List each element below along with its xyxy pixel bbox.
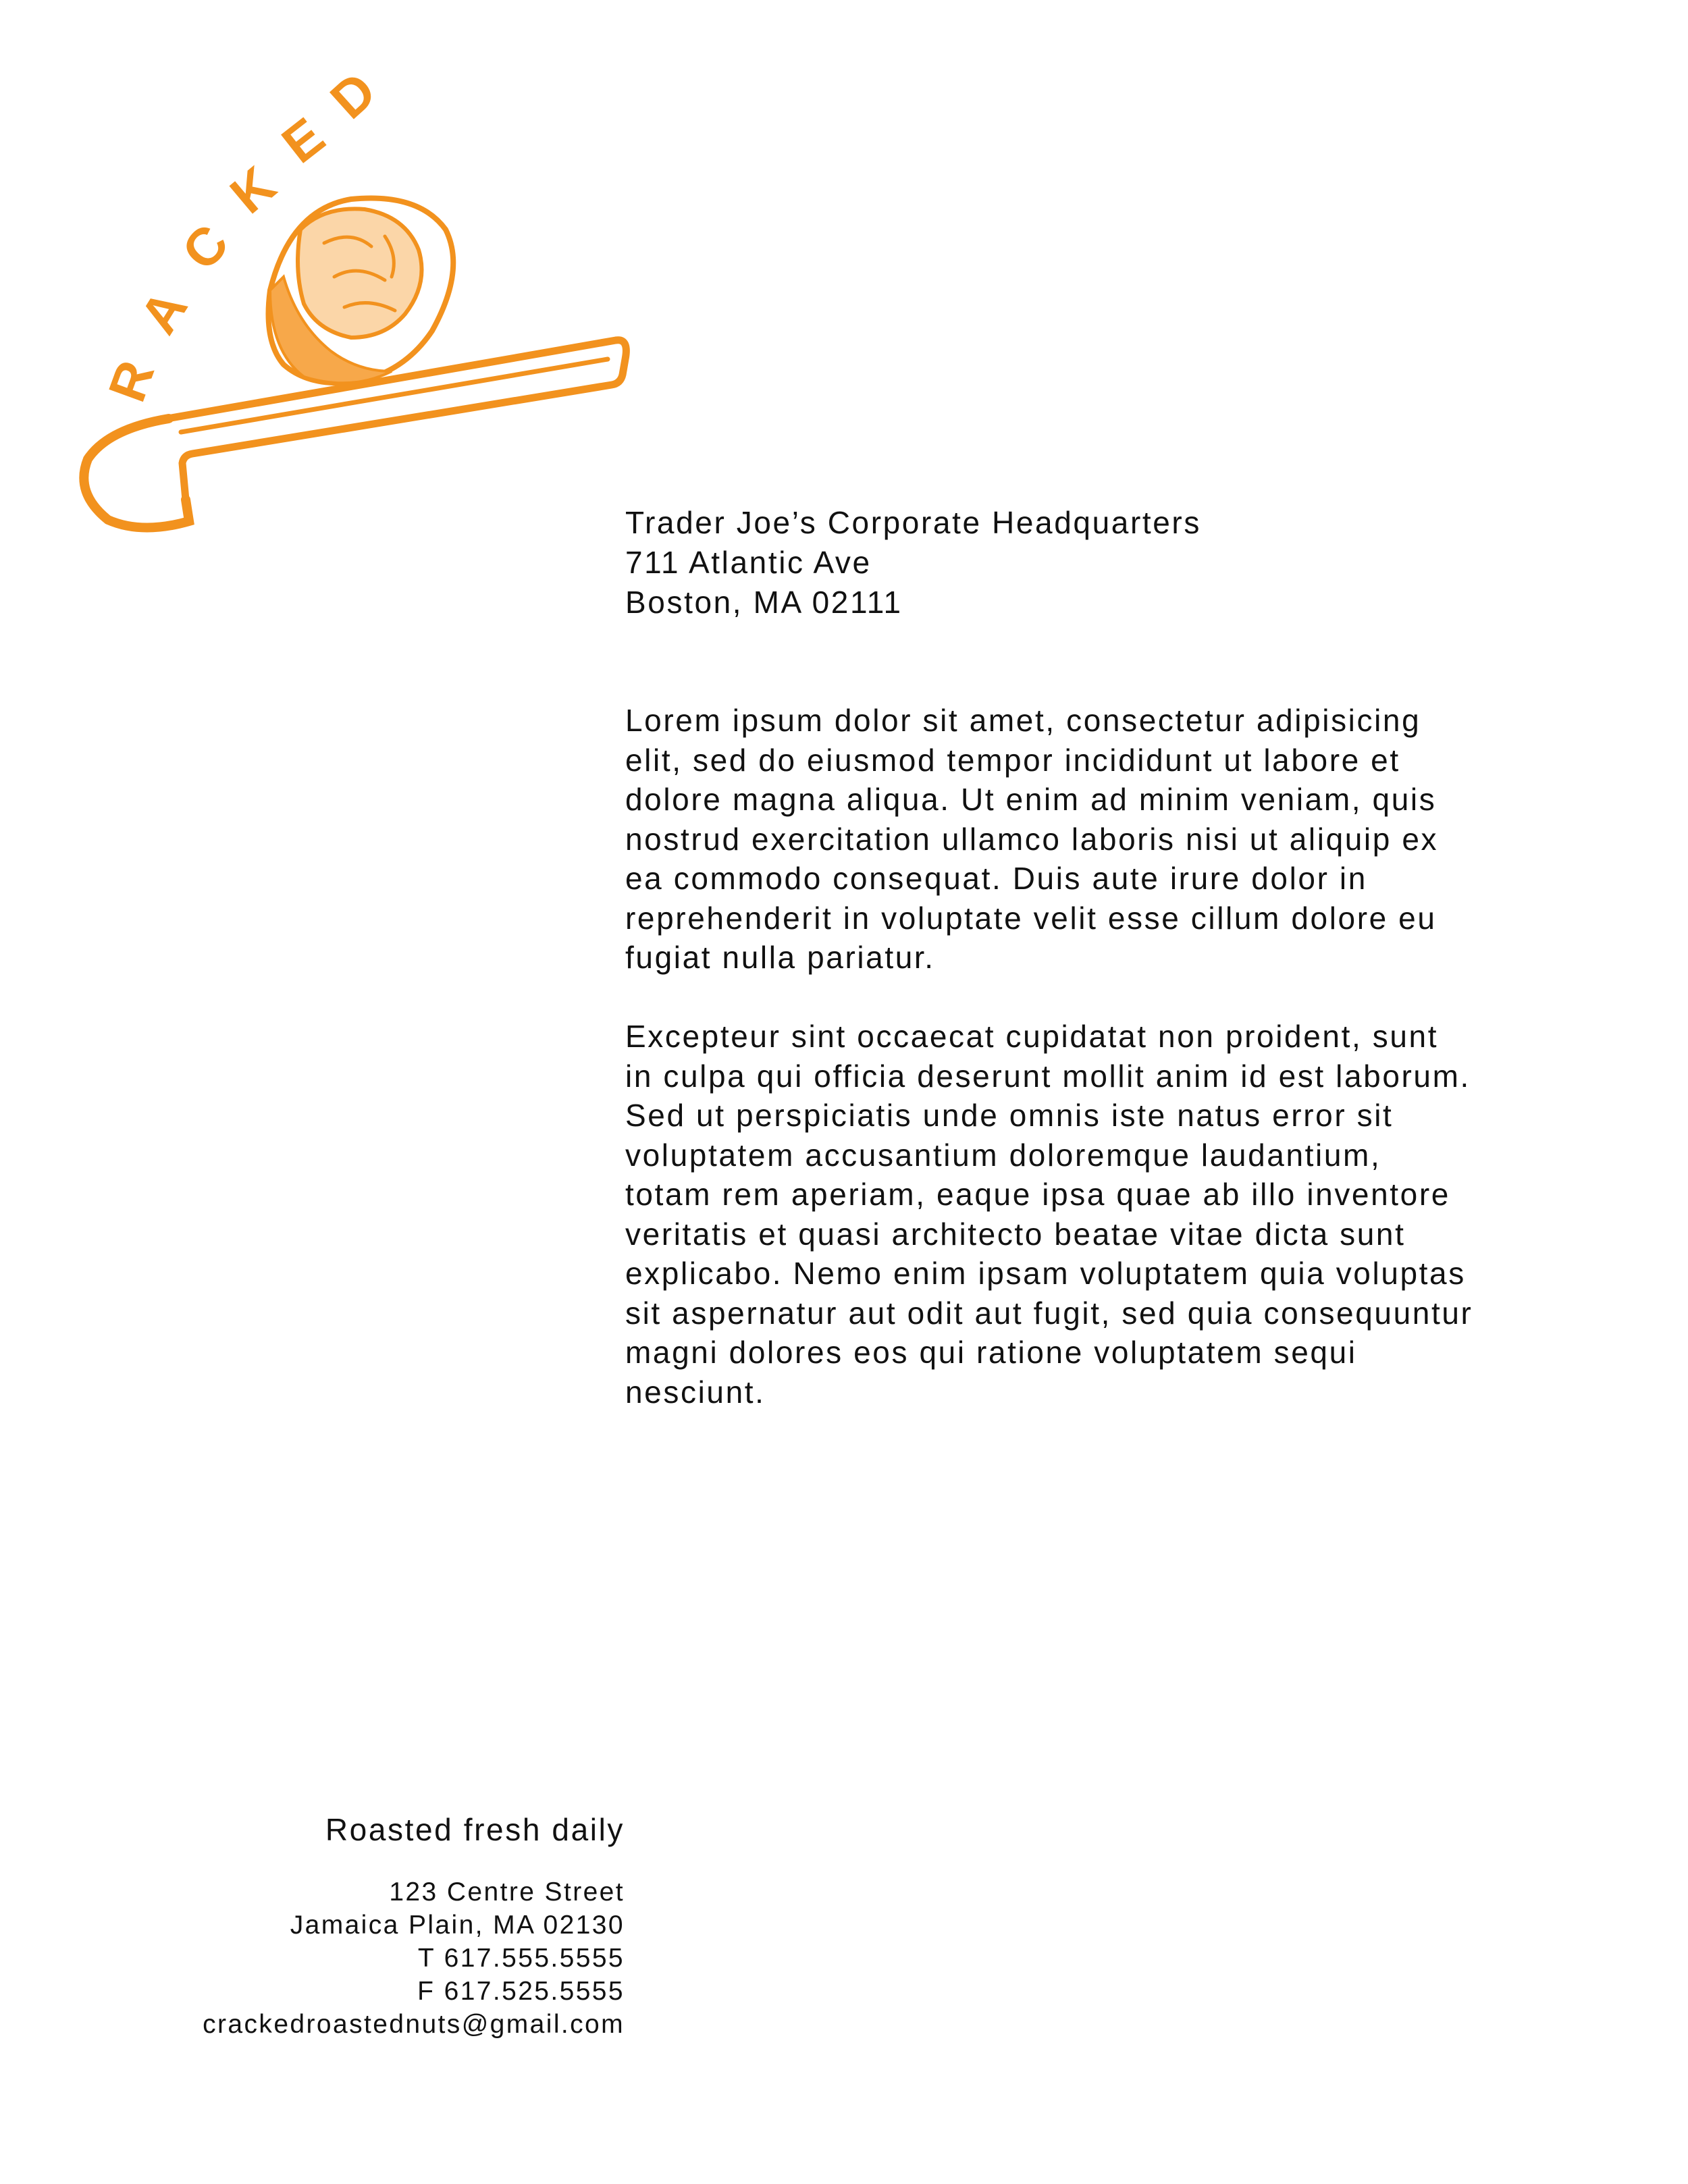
logo-letter-d: D [319, 60, 388, 130]
logo-letter-k: K [219, 155, 287, 225]
logo-letter-r: R [97, 352, 166, 409]
logo-c-shape [84, 419, 189, 528]
letter-paragraph-2: Excepteur sint occaecat cupidatat non proident, sunt in culpa qui officia deserunt mollit anim id est laborum. Sed ut perspiciatis unde omnis iste natus error sit voluptatem accusantium doloremque laudantium, totam rem aperiam, eaque ipsa quae ab illo inventore veritatis et quasi architecto beatae vitae dicta sunt explicabo. Nemo enim ipsam voluptatem quia voluptas sit aspernatur aut odit aut fugit, sed quia consequuntur magni dolores eos qui ratione voluptatem sequi nesciunt. [625, 1019, 1473, 1410]
sender-street: 123 Centre Street [389, 1877, 625, 1907]
recipient-address [625, 503, 1503, 622]
recipient-city: Boston, MA 02111 [625, 585, 903, 620]
sender-city: Jamaica Plain, MA 02130 [290, 1911, 625, 1940]
logo-letter-a: A [128, 279, 199, 344]
letter-paragraph-1: Lorem ipsum dolor sit amet, consectetur adipisicing elit, sed do eiusmod tempor incididunt ut labore et dolore magna aliqua. Ut enim ad minim veniam, quis nostrud exercitation ullamco laboris nisi ut aliquip ex ea commodo consequat. Duis aute irure dolor in reprehenderit in voluptate velit esse cillum dolore eu fugiat nulla pariatur. [625, 703, 1439, 975]
recipient-street: 711 Atlantic Ave [625, 545, 872, 580]
sender-footer [17, 1809, 625, 2041]
recipient-name: Trader Joe’s Corporate Headquarters [625, 505, 1201, 540]
tagline: Roasted fresh daily [325, 1812, 625, 1847]
logo-nut-kernel [298, 209, 422, 338]
logo-letter-c: C [170, 213, 240, 282]
letter-body [625, 701, 1476, 1451]
sender-phone: T 617.555.5555 [417, 1944, 625, 1973]
sender-email[interactable]: crackedroastednuts@gmail.com [203, 2010, 625, 2039]
cracked-logo [68, 54, 648, 554]
logo-letter-e: E [271, 106, 336, 175]
sender-contact [17, 1875, 625, 2041]
sender-fax: F 617.525.5555 [417, 1977, 625, 2006]
